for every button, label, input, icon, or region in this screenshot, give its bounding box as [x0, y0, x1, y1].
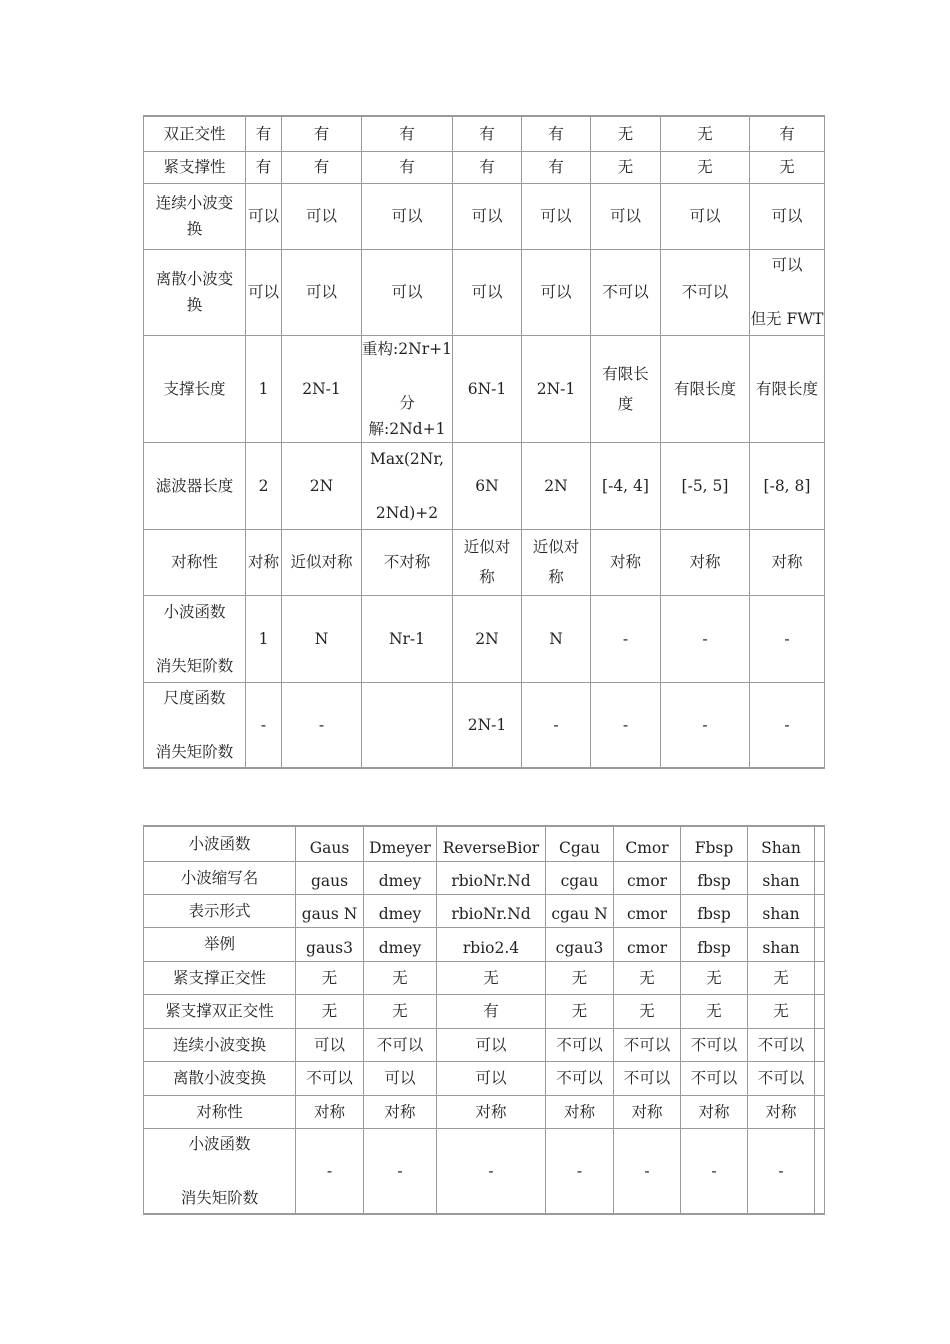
table-cell: [362, 442, 453, 529]
table-cell: 可以: [296, 1028, 364, 1061]
table-cell: 无: [591, 151, 661, 183]
table-cell: [591, 335, 661, 442]
table-row: [144, 249, 825, 335]
table-row: [144, 183, 825, 249]
table-cell: 无: [437, 961, 546, 994]
table-cell: 可以: [282, 249, 362, 335]
row-label: 双正交性: [144, 116, 246, 151]
table-row: [144, 1095, 825, 1128]
table-cell: Gaus: [296, 826, 364, 861]
table-cell: Cmor: [614, 826, 681, 861]
table-cell: 有: [453, 151, 522, 183]
table-cell: 6N-1: [453, 335, 522, 442]
label-line: 换: [186, 296, 203, 314]
table-row: [144, 1128, 825, 1214]
table-cell: 2N-1: [522, 335, 591, 442]
cell-line: 度: [617, 394, 634, 413]
table-cell: 有: [282, 116, 362, 151]
table-cell: 可以: [362, 183, 453, 249]
table-cell: 不可以: [546, 1061, 614, 1095]
table-cell: 无: [661, 116, 750, 151]
filler-cell: [815, 1028, 825, 1061]
table-cell: 6N: [453, 442, 522, 529]
table-cell: Shan: [748, 826, 815, 861]
table-cell: 无: [364, 994, 437, 1028]
table-cell: 无: [748, 961, 815, 994]
table-cell: 有: [453, 116, 522, 151]
table-cell: 对称: [661, 529, 750, 595]
table-cell: N: [522, 595, 591, 682]
table-cell: 可以: [522, 249, 591, 335]
row-label: [144, 682, 246, 768]
table-cell: 不可以: [748, 1061, 815, 1095]
table-cell: shan: [748, 927, 815, 961]
table-cell: 对称: [437, 1095, 546, 1128]
filler-cell: [815, 894, 825, 927]
row-label: 对称性: [144, 1095, 296, 1128]
table-cell: cmor: [614, 861, 681, 894]
table-cell: 可以: [246, 249, 282, 335]
filler-cell: [815, 961, 825, 994]
table-cell: 2N-1: [282, 335, 362, 442]
table-cell: 可以: [591, 183, 661, 249]
table-cell: 2N: [453, 595, 522, 682]
table-cell: Fbsp: [681, 826, 748, 861]
table-row: [144, 826, 825, 861]
table-cell: [362, 335, 453, 442]
table-cell: 有: [362, 151, 453, 183]
table-cell: [453, 529, 522, 595]
filler-cell: [815, 994, 825, 1028]
table-cell: ReverseBior: [437, 826, 546, 861]
table-cell: 对称: [246, 529, 282, 595]
row-label: 举例: [144, 927, 296, 961]
table-cell: 无: [591, 116, 661, 151]
filler-cell: [815, 927, 825, 961]
table-cell: -: [546, 1128, 614, 1214]
table-cell: 对称: [296, 1095, 364, 1128]
table-cell: Cgau: [546, 826, 614, 861]
table-cell: 对称: [681, 1095, 748, 1128]
table-cell: 2N-1: [453, 682, 522, 768]
table-cell: 对称: [748, 1095, 815, 1128]
table-row: [144, 529, 825, 595]
label-line: 消失矩阶数: [155, 742, 234, 761]
table-cell: -: [282, 682, 362, 768]
cell-line: 称: [479, 568, 495, 586]
table-cell: fbsp: [681, 894, 748, 927]
table-cell: -: [750, 682, 825, 768]
row-label: 紧支撑性: [144, 151, 246, 183]
table-cell: 可以: [437, 1061, 546, 1095]
table-cell: 可以: [362, 249, 453, 335]
table-cell: 不可以: [546, 1028, 614, 1061]
table-row: [144, 682, 825, 768]
table-cell: 2N: [282, 442, 362, 529]
table-cell: dmey: [364, 861, 437, 894]
table-cell: cgau: [546, 861, 614, 894]
table-cell: 2: [246, 442, 282, 529]
table-cell: 1: [246, 595, 282, 682]
table-cell: -: [364, 1128, 437, 1214]
table-cell: -: [661, 595, 750, 682]
table-cell: 可以: [453, 183, 522, 249]
table-cell: -: [246, 682, 282, 768]
filler-cell: [815, 1095, 825, 1128]
row-label: 表示形式: [144, 894, 296, 927]
table-cell: 可以: [750, 183, 825, 249]
table-cell: gaus: [296, 861, 364, 894]
table-cell: 有: [246, 151, 282, 183]
table-cell: 不可以: [681, 1061, 748, 1095]
table-row: [144, 151, 825, 183]
label-line: 小波函数: [188, 1134, 251, 1153]
table-cell: 可以: [437, 1028, 546, 1061]
table-cell: 可以: [364, 1061, 437, 1095]
table-cell: 近似对称: [282, 529, 362, 595]
table-cell: gaus3: [296, 927, 364, 961]
table-cell: 有: [750, 116, 825, 151]
table-row: [144, 1028, 825, 1061]
table-cell: 无: [750, 151, 825, 183]
label-line: 连续小波变: [155, 194, 234, 212]
table-cell: 1: [246, 335, 282, 442]
cell-line: 称: [548, 568, 564, 586]
table-cell: 无: [681, 961, 748, 994]
table-cell: 不可以: [681, 1028, 748, 1061]
table-cell: -: [591, 682, 661, 768]
table-cell: [-4, 4]: [591, 442, 661, 529]
table-cell: 有: [362, 116, 453, 151]
table-cell: 有限长度: [750, 335, 825, 442]
table-cell: cmor: [614, 927, 681, 961]
filler-cell: [815, 861, 825, 894]
table-cell: 对称: [546, 1095, 614, 1128]
row-label: [144, 249, 246, 335]
filler-cell: [815, 826, 825, 861]
table-cell: 有: [437, 994, 546, 1028]
table-cell: rbioNr.Nd: [437, 861, 546, 894]
row-label: [144, 183, 246, 249]
table-cell: [362, 682, 453, 768]
table-cell: 不对称: [362, 529, 453, 595]
table-row: [144, 595, 825, 682]
table-cell: 无: [614, 961, 681, 994]
table-cell: 无: [546, 961, 614, 994]
table-cell: 不可以: [591, 249, 661, 335]
cell-line: 但无 FWT: [750, 310, 824, 328]
table-cell: -: [681, 1128, 748, 1214]
table-cell: 对称: [364, 1095, 437, 1128]
label-line: 离散小波变: [155, 270, 234, 288]
cell-line: 近似对: [463, 538, 511, 556]
table-cell: rbio2.4: [437, 927, 546, 961]
table-row: [144, 994, 825, 1028]
label-line: 消失矩阶数: [155, 656, 234, 675]
wavelet-properties-table-1: [143, 115, 825, 769]
table-cell: -: [750, 595, 825, 682]
table-cell: fbsp: [681, 861, 748, 894]
table-cell: [-5, 5]: [661, 442, 750, 529]
table-cell: shan: [748, 894, 815, 927]
row-label: 对称性: [144, 529, 246, 595]
row-label: 离散小波变换: [144, 1061, 296, 1095]
table-cell: -: [437, 1128, 546, 1214]
label-line: 小波函数: [163, 602, 226, 621]
table-cell: 有限长度: [661, 335, 750, 442]
row-label: 支撑长度: [144, 335, 246, 442]
row-label: 紧支撑正交性: [144, 961, 296, 994]
row-label: 小波缩写名: [144, 861, 296, 894]
table-cell: dmey: [364, 894, 437, 927]
table-cell: 无: [661, 151, 750, 183]
table-cell: 可以: [453, 249, 522, 335]
cell-line: 分解:2Nd+1: [368, 393, 446, 438]
table-cell: cmor: [614, 894, 681, 927]
cell-line: 可以: [771, 256, 803, 274]
table-cell: cgau3: [546, 927, 614, 961]
table-cell: gaus N: [296, 894, 364, 927]
table-row: [144, 861, 825, 894]
table-cell: 无: [296, 994, 364, 1028]
table-row: [144, 894, 825, 927]
table-cell: 无: [614, 994, 681, 1028]
table-cell: 不可以: [748, 1028, 815, 1061]
cell-line: 重构:2Nr+1: [362, 339, 452, 358]
table-cell: 对称: [591, 529, 661, 595]
table-cell: 有: [282, 151, 362, 183]
table-cell: 有: [522, 151, 591, 183]
table-cell: -: [748, 1128, 815, 1214]
table-cell: 不可以: [614, 1028, 681, 1061]
table-cell: rbioNr.Nd: [437, 894, 546, 927]
wavelet-properties-table-2: [143, 825, 825, 1215]
table-cell: [522, 529, 591, 595]
label-line: 尺度函数: [163, 688, 226, 707]
table-cell: Nr-1: [362, 595, 453, 682]
table-cell: 可以: [246, 183, 282, 249]
table-cell: cgau N: [546, 894, 614, 927]
table-cell: 对称: [614, 1095, 681, 1128]
table-row: [144, 116, 825, 151]
table-cell: [750, 249, 825, 335]
table-row: [144, 442, 825, 529]
table-cell: 可以: [661, 183, 750, 249]
table-row: [144, 927, 825, 961]
table-cell: -: [296, 1128, 364, 1214]
table-cell: 无: [681, 994, 748, 1028]
table-cell: 无: [546, 994, 614, 1028]
table-row: [144, 335, 825, 442]
table-cell: fbsp: [681, 927, 748, 961]
table-cell: -: [614, 1128, 681, 1214]
filler-cell: [815, 1128, 825, 1214]
table-cell: -: [661, 682, 750, 768]
table-cell: N: [282, 595, 362, 682]
table-cell: dmey: [364, 927, 437, 961]
row-label: 紧支撑双正交性: [144, 994, 296, 1028]
table-row: [144, 1061, 825, 1095]
table-cell: 不可以: [364, 1028, 437, 1061]
table-cell: 无: [748, 994, 815, 1028]
label-line: 换: [186, 220, 203, 238]
table-cell: 可以: [282, 183, 362, 249]
table-cell: 不可以: [661, 249, 750, 335]
table-cell: 不可以: [614, 1061, 681, 1095]
filler-cell: [815, 1061, 825, 1095]
row-label: [144, 595, 246, 682]
row-label: 小波函数: [144, 826, 296, 861]
table-cell: 可以: [522, 183, 591, 249]
row-label: [144, 1128, 296, 1214]
cell-line: 2Nd)+2: [375, 503, 439, 522]
row-label: 连续小波变换: [144, 1028, 296, 1061]
cell-line: 有限长: [602, 364, 649, 383]
label-line: 消失矩阶数: [180, 1188, 259, 1207]
table-cell: 无: [364, 961, 437, 994]
table-cell: 2N: [522, 442, 591, 529]
table-row: [144, 961, 825, 994]
table-cell: 无: [296, 961, 364, 994]
table-cell: 有: [522, 116, 591, 151]
table-cell: shan: [748, 861, 815, 894]
table-cell: 对称: [750, 529, 825, 595]
table-cell: 不可以: [296, 1061, 364, 1095]
table-cell: -: [522, 682, 591, 768]
cell-line: Max(2Nr,: [370, 449, 444, 468]
cell-line: 近似对: [532, 538, 580, 556]
table-cell: 有: [246, 116, 282, 151]
row-label: 滤波器长度: [144, 442, 246, 529]
table-cell: Dmeyer: [364, 826, 437, 861]
table-cell: [-8, 8]: [750, 442, 825, 529]
table-cell: -: [591, 595, 661, 682]
